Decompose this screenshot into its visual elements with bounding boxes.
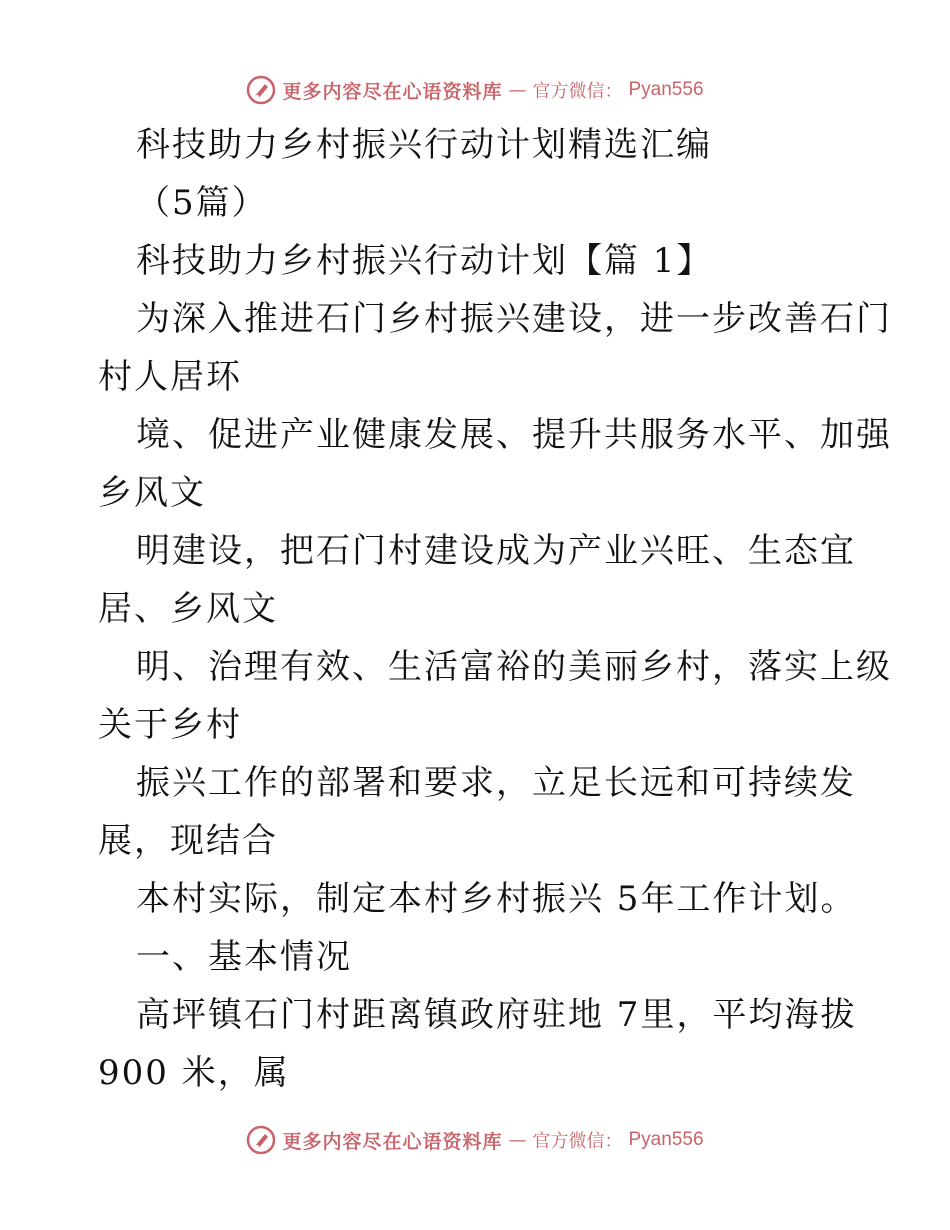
banner-wechat-id: Pyan556: [628, 1129, 704, 1150]
paragraph-line: 为深入推进石门乡村振兴建设，进一步改善石门: [136, 299, 892, 339]
banner-dash: —: [508, 1129, 527, 1151]
banner-main-text: 更多内容尽在心语资料库: [282, 1130, 503, 1153]
paragraph-line: 关于乡村: [98, 705, 242, 745]
banner-main-text: 更多内容尽在心语资料库: [282, 80, 503, 103]
paragraph-line: 本村实际，制定本村乡村振兴 5年工作计划。: [136, 879, 857, 919]
paragraph-line: 明建设，把石门村建设成为产业兴旺、生态宜: [136, 531, 856, 571]
footer-watermark-banner: [0, 1120, 950, 1160]
paragraph-line: 振兴工作的部署和要求，立足长远和可持续发: [136, 763, 856, 803]
paragraph-line: 高坪镇石门村距离镇政府驻地 7里，平均海拔: [136, 995, 857, 1035]
paragraph-line: 村人居环: [98, 357, 242, 397]
paragraph-line: 展，现结合: [98, 821, 278, 861]
document-title-line-2: （5篇）: [136, 183, 268, 223]
paragraph-line: 居、乡风文: [98, 589, 278, 629]
paragraph-line: 明、治理有效、生活富裕的美丽乡村，落实上级: [136, 647, 892, 687]
pen-logo-icon: [246, 75, 276, 105]
banner-dash: —: [508, 79, 527, 101]
paragraph-line: 乡风文: [98, 473, 206, 513]
pen-logo-icon: [246, 1125, 276, 1155]
paragraph-line: 境、促进产业健康发展、提升共服务水平、加强: [136, 415, 892, 455]
banner-sub-text: 官方微信：: [532, 1131, 623, 1152]
banner-sub-text: 官方微信：: [532, 81, 623, 102]
subsection-heading: 一、基本情况: [136, 937, 352, 977]
banner-wechat-id: Pyan556: [628, 79, 704, 100]
paragraph-line: 900 米，属: [98, 1053, 290, 1093]
header-watermark-banner: [0, 70, 950, 110]
document-title-line-1: 科技助力乡村振兴行动计划精选汇编: [136, 125, 712, 165]
section-heading: 科技助力乡村振兴行动计划【篇 1】: [136, 241, 713, 281]
